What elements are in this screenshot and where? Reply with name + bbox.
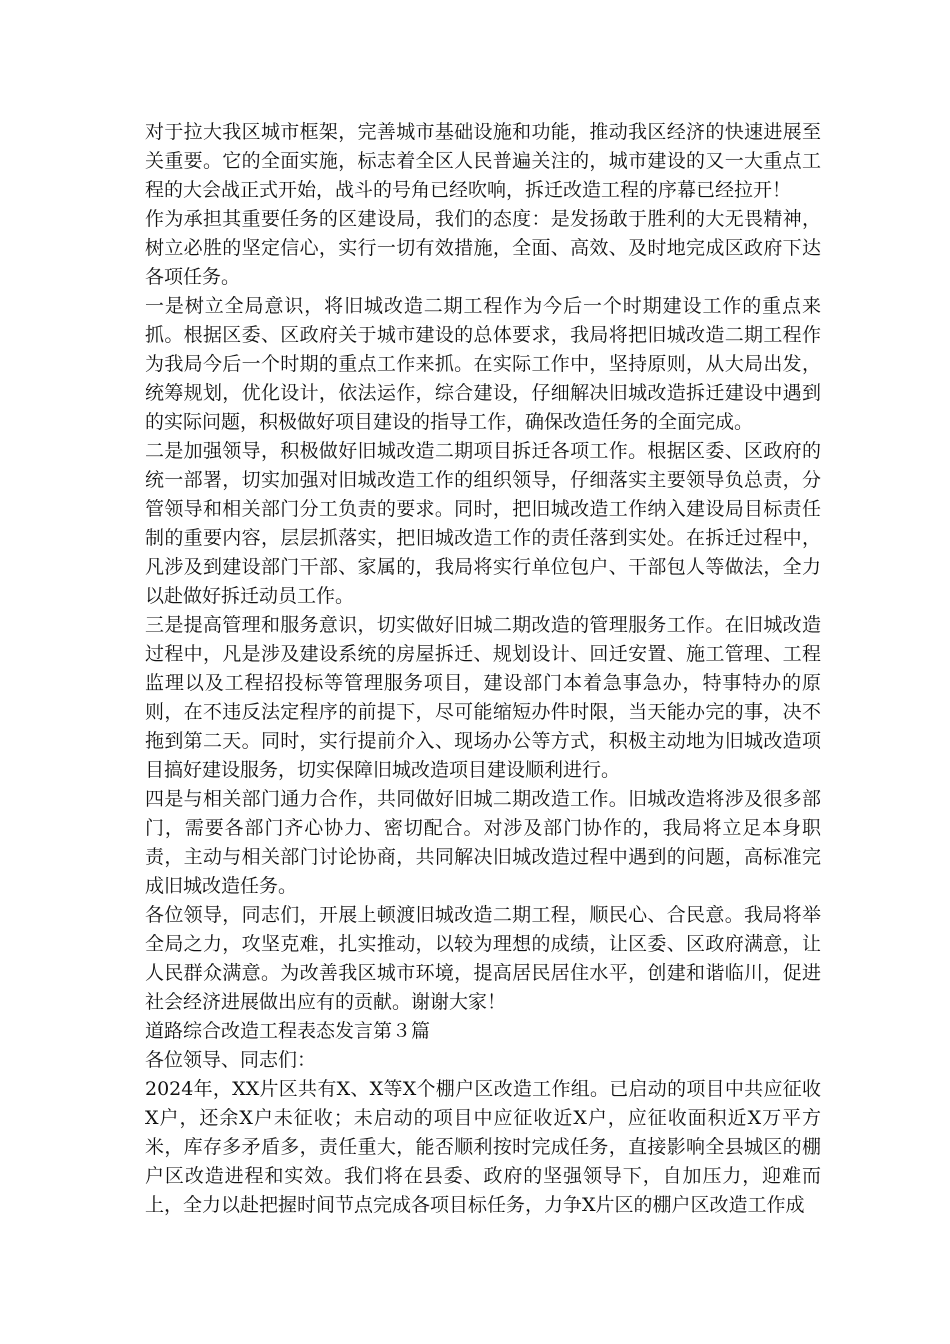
- paragraph-point-two: 二是加强领导，积极做好旧城改造二期项目拆迁各项工作。根据区委、区政府的统一部署，切实加强对旧城改造工作的组织领导，仔细落实主要领导负总责，分管领导和相关部门分工负责的要求。同时，把旧城改造工作纳入建设局目标责任制的重要内容，层层抓落实，把旧城改造工作的责任落到实处。在拆迁过程中，凡涉及到建设部门干部、家属的，我局将实行单位包户、干部包人等做法，全力以赴做好拆迁动员工作。: [145, 440, 821, 607]
- salutation: 各位领导、同志们：: [145, 1049, 317, 1071]
- paragraph-point-three: 三是提高管理和服务意识，切实做好旧城二期改造的管理服务工作。在旧城改造过程中，凡是涉及建设系统的房屋拆迁、规划设计、回迁安置、施工管理、工程监理以及工程招投标等管理服务项目，建设部门本着急事急办，特事特办的原则，在不违反法定程序的前提下，尽可能缩短办件时限，当天能办完的事，决不拖到第二天。同时，实行提前介入、现场办公等方式，积极主动地为旧城改造项目搞好建设服务，切实保障旧城改造项目建设顺利进行。: [145, 614, 821, 781]
- paragraph-2024-overview: 2024年，XX片区共有X、X等X个棚户区改造工作组。已启动的项目中共应征收X户，还余X户未征收；未启动的项目中应征收近X户，应征收面积近X万平方米，库存多矛盾多，责任重大，能否顺利按时完成任务，直接影响全县城区的棚户区改造进程和实效。我们将在县委、政府的坚强领导下，自加压力，迎难而上，全力以赴把握时间节点完成各项目标任务，力争X片区的棚户区改造工作成: [145, 1078, 821, 1216]
- section-heading: 道路综合改造工程表态发言第３篇: [145, 1020, 431, 1042]
- paragraph-attitude: 作为承担其重要任务的区建设局，我们的态度：是发扬敢于胜利的大无畏精神，树立必胜的坚定信心，实行一切有效措施，全面、高效、及时地完成区政府下达各项任务。: [145, 208, 821, 288]
- document-page: [145, 118, 821, 1220]
- paragraph-intro: 对于拉大我区城市框架，完善城市基础设施和功能，推动我区经济的快速进展至关重要。它的全面实施，标志着全区人民普遍关注的，城市建设的又一大重点工程的大会战正式开始，战斗的号角已经吹响，拆迁改造工程的序幕已经拉开！: [145, 121, 821, 201]
- paragraph-point-one: 一是树立全局意识，将旧城改造二期工程作为今后一个时期建设工作的重点来抓。根据区委、区政府关于城市建设的总体要求，我局将把旧城改造二期工程作为我局今后一个时期的重点工作来抓。在实际工作中，坚持原则，从大局出发，统筹规划，优化设计，依法运作，综合建设，仔细解决旧城改造拆迁建设中遇到的实际问题，积极做好项目建设的指导工作，确保改造任务的全面完成。: [145, 295, 821, 433]
- paragraph-point-four: 四是与相关部门通力合作，共同做好旧城二期改造工作。旧城改造将涉及很多部门，需要各部门齐心协力、密切配合。对涉及部门协作的，我局将立足本身职责，主动与相关部门讨论协商，共同解决旧城改造过程中遇到的问题，高标准完成旧城改造任务。: [145, 788, 821, 897]
- paragraph-closing: 各位领导，同志们，开展上顿渡旧城改造二期工程，顺民心、合民意。我局将举全局之力，攻坚克难，扎实推动，以较为理想的成绩，让区委、区政府满意，让人民群众满意。为改善我区城市环境，提高居民居住水平，创建和谐临川，促进社会经济进展做出应有的贡献。谢谢大家！: [145, 904, 821, 1013]
